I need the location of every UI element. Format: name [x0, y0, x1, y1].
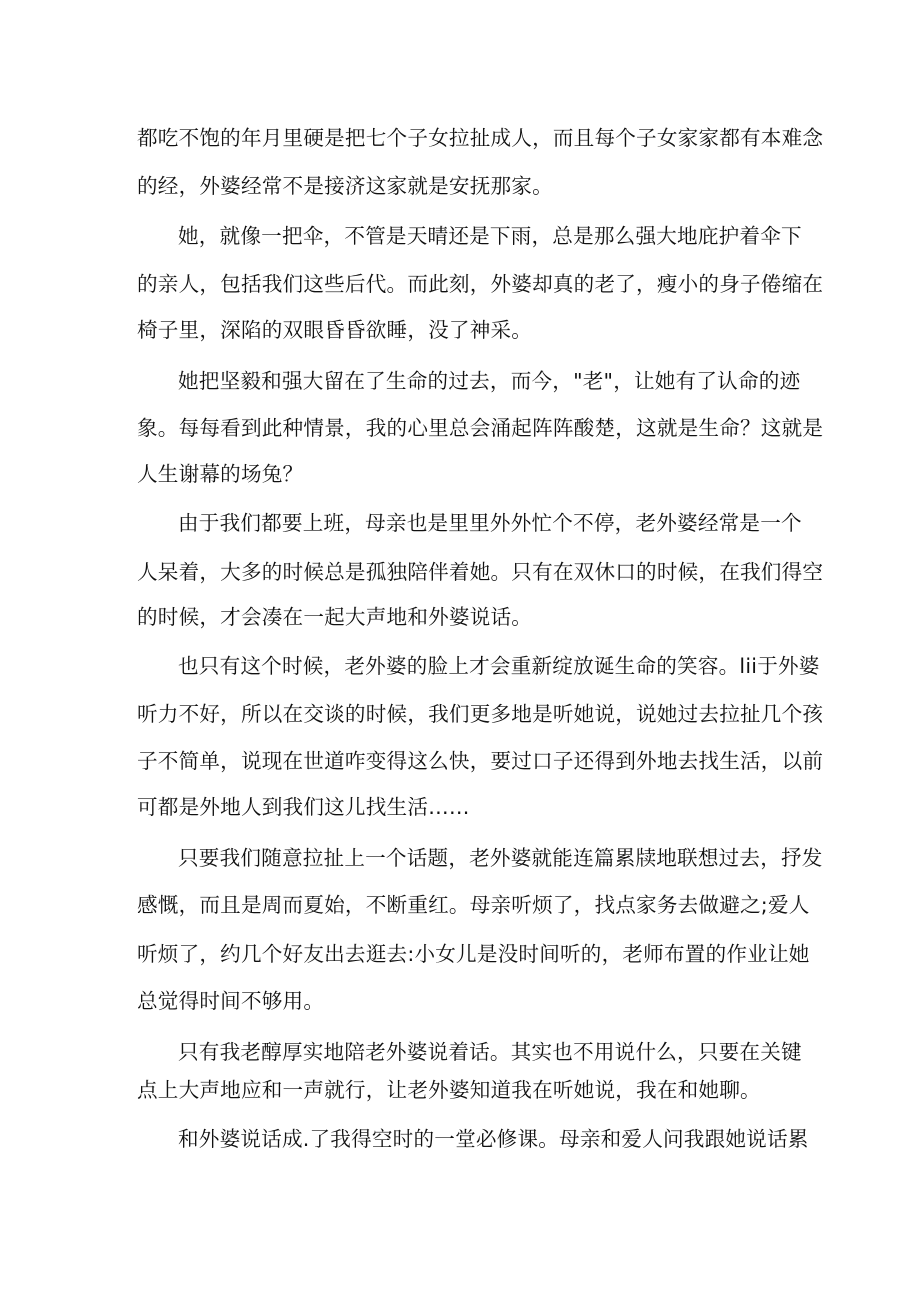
text-line: 人呆着，大多的时候总是孤独陪伴着她。只有在双休口的时候，在我们得空: [137, 560, 824, 584]
text-line: 听烦了，约几个好友出去逛去:小女儿是没时间听的，老师布置的作业让她: [137, 942, 810, 966]
text-line: 象。每每看到此种情景，我的心里总会涌起阵阵酸楚，这就是生命？这就是: [137, 416, 824, 440]
text-line: 感慨，而且是周而夏始，不断重红。母亲听烦了，找点家务去做避之;爱人: [137, 893, 810, 917]
text-line: 由于我们都要上班，母亲也是里里外外忙个不停，老外婆经常是一个: [178, 511, 802, 535]
text-line: 只要我们随意拉扯上一个话题，老外婆就能连篇累牍地联想过去，抒发: [178, 846, 823, 870]
text-line: 的经，外婆经常不是接济这家就是安抚那家。: [137, 174, 553, 198]
text-line: 点上大声地应和一声就行，让老外婆知道我在听她说，我在和她聊。: [137, 1078, 761, 1102]
text-line: 听力不好，所以在交谈的时候，我们更多地是听她说，说她过去拉扯几个孩: [137, 702, 824, 726]
text-line: 的时候，才会凑在一起大声地和外婆说话。: [137, 605, 533, 629]
text-line: 椅子里，深陷的双眼昏昏欲睡，没了神采。: [137, 318, 533, 342]
text-line: 也只有这个时候，老外婆的脸上才会重新绽放诞生命的笑容。lii于外婆: [178, 654, 820, 678]
text-line: 她，就像一把伞，不管是天晴还是下雨，总是那么强大地庇护着伞下: [178, 224, 802, 248]
text-line: 可都是外地人到我们这儿找生活……: [137, 795, 470, 819]
text-line: 人生谢幕的场兔？: [137, 462, 304, 486]
text-line: 只有我老醇厚实地陪老外婆说着话。其实也不用说什么，只要在关键: [178, 1040, 802, 1064]
text-line: 都吃不饱的年月里硬是把七个子女拉扯成人，而且每个子女家家都有本难念: [137, 126, 824, 150]
text-line: 她把坚毅和强大留在了生命的过去，而今，"老"，让她有了认命的迹: [178, 369, 801, 393]
text-line: 和外婆说话成.了我得空时的一堂必修课。母亲和爱人问我跟她说话累: [178, 1127, 809, 1151]
text-line: 子不简单，说现在世道咋变得这么快，要过口子还得到外地去找生活，以前: [137, 749, 824, 773]
text-line: 的亲人，包括我们这些后代。而此刻，外婆却真的老了，瘦小的身子倦缩在: [137, 272, 824, 296]
text-line: 总觉得时间不够用。: [137, 989, 325, 1013]
